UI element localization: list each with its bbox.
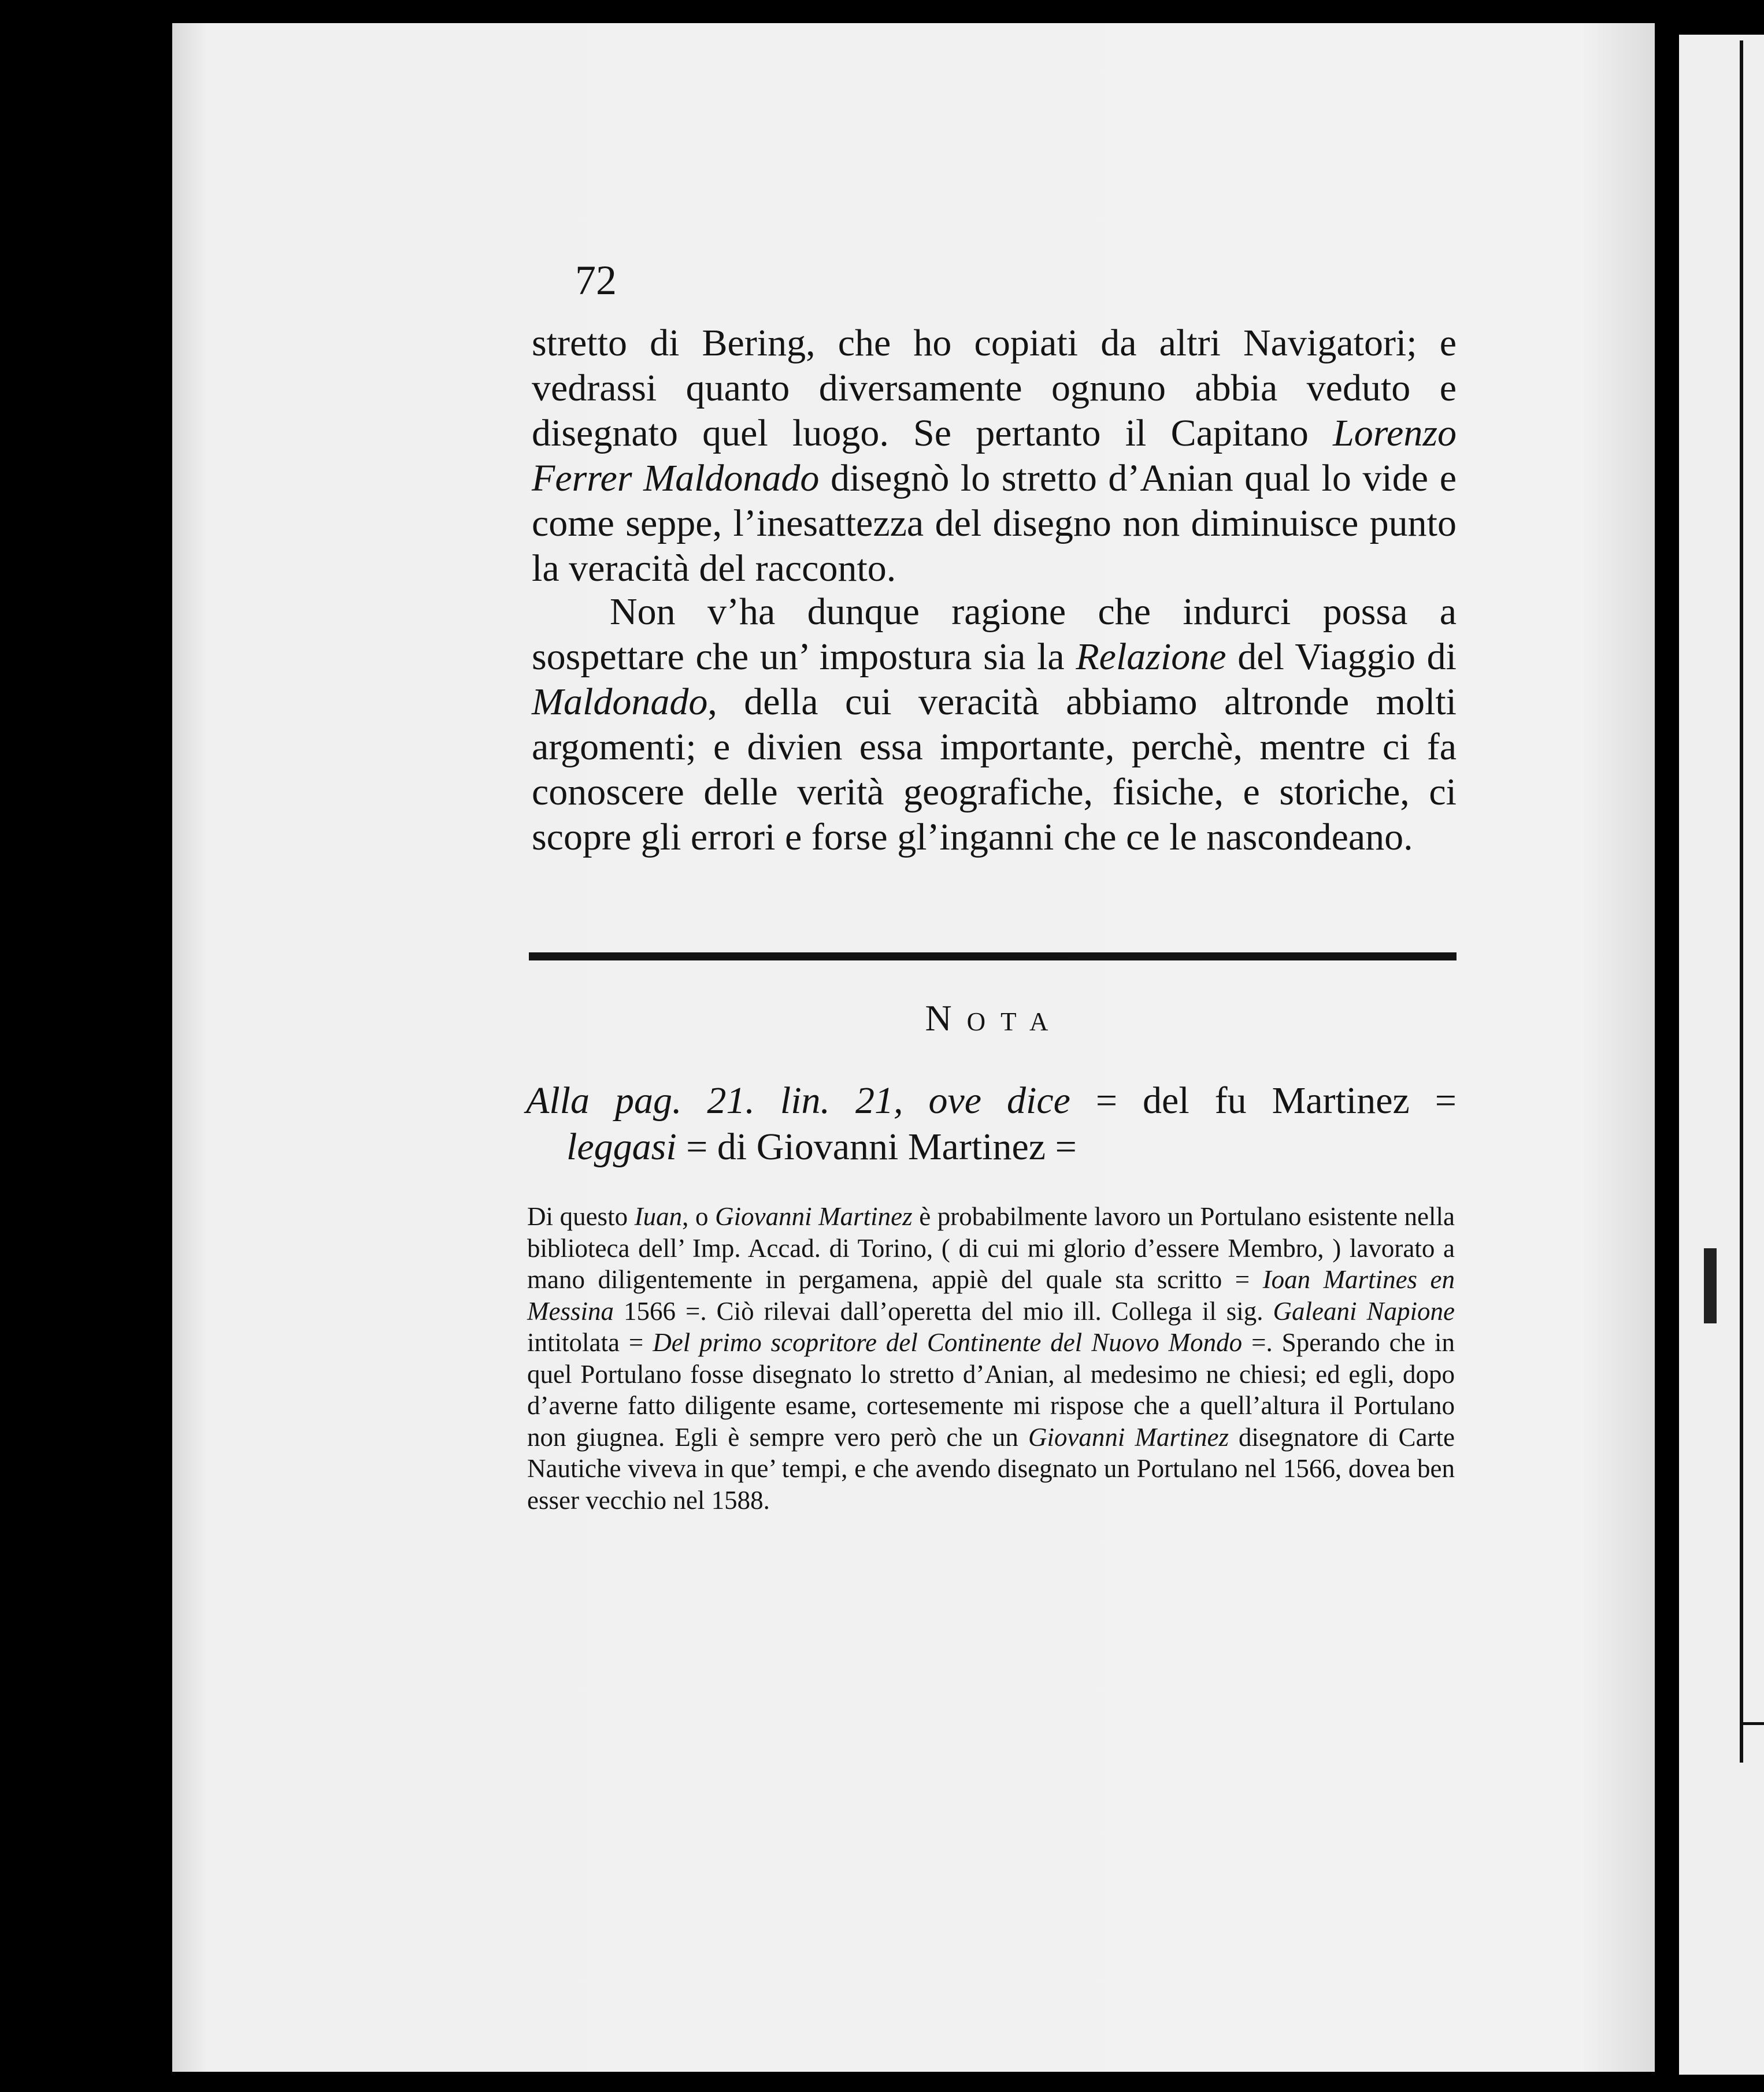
facing-page-border (1740, 40, 1743, 1763)
errata-note (526, 1078, 1457, 1170)
errata-line-2: leggasi = di Giovanni Martinez = (566, 1126, 1077, 1168)
body-paragraph-2: Non v’ha dunque ragione che indurci possa a sospettare che un’ impostura sia la Relazione del Viaggio di Maldonado, della cui veracità abbiamo altronde molti argomenti; e divien essa importante, perchè, mentre ci fa conoscere delle verità geografiche, fisiche, e storiche, ci scopre gli errori e forse gl’inganni che ce le nascondeano. (532, 591, 1457, 858)
facing-page-edge (1679, 35, 1764, 2075)
nota-heading: Nota (925, 997, 1063, 1038)
body-paragraph-1: stretto di Bering, che ho copiati da altri Navigatori; e vedrassi quanto diversamente ognuno abbia veduto e disegnato quel luogo. Se pertanto il Capitano Lorenzo Ferrer Maldonado disegnò lo stretto d’Anian qual lo vide e come seppe, l’inesattezza del disegno non diminuisce punto la veracità del racconto. (532, 322, 1457, 589)
facing-page-border-tick (1743, 1722, 1764, 1725)
section-divider (529, 952, 1457, 960)
facing-page-mark (1704, 1248, 1717, 1323)
page-number: 72 (575, 257, 617, 303)
errata-line-1: Alla pag. 21. lin. 21, ove dice = del fu Martinez = (526, 1080, 1457, 1122)
footnote: Di questo Iuan, o Giovanni Martinez è probabilmente lavoro un Portulano esistente nella biblioteca dell’ Imp. Accad. di Torino, ( di cui mi glorio d’essere Membro, ) lavorato a mano diligentemente in pergamena, appiè del quale sta scritto = Ioan Martines en Messina 1566 =. Ciò rilevai dall’operetta del mio ill. Collega il sig. Galeani Napione intitolata = Del primo scopritore del Continente del Nuovo Mondo =. Sperando che in quel Portulano fosse disegnato lo stretto d’Anian, al medesimo ne chiesi; ed egli, dopo d’averne fatto diligente esame, cortesemente mi rispose che a quell’altura il Portulano non giugnea. Egli è sempre vero però che un Giovanni Martinez disegnatore di Carte Nautiche viveva in que’ tempi, e che avendo disegnato un Portulano nel 1566, dovea ben esser vecchio nel 1588. (527, 1202, 1455, 1515)
